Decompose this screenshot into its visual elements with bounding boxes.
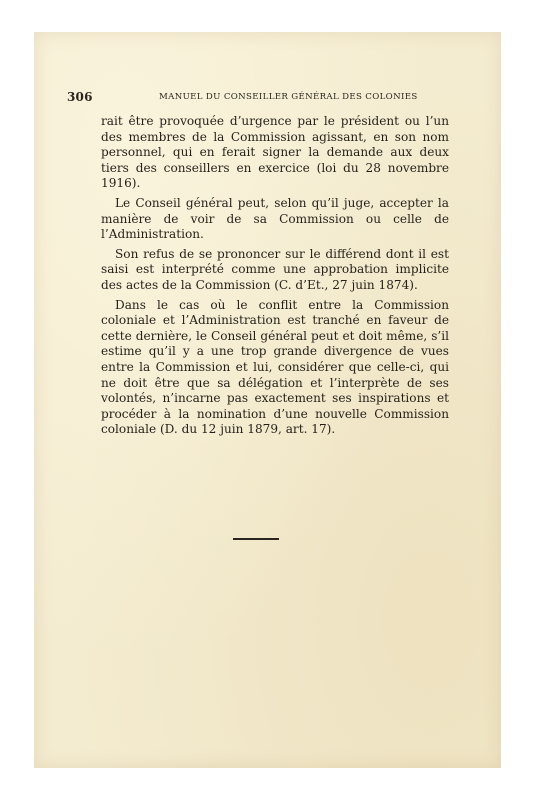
body-text [101, 114, 449, 442]
paragraph-continuation: rait être provoquée d’urgence par le président ou l’un des membres de la Commission agissant, en son nom personnel, qui en ferait signer la demande aux deux tiers des conseillers en exercice (loi du 28 novembre 1916). [101, 114, 449, 191]
running-head [67, 90, 447, 106]
running-title: MANUEL DU CONSEILLER GÉNÉRAL DES COLONIES [159, 92, 418, 102]
paragraph-conflit: Dans le cas où le conflit entre la Commission coloniale et l’Administration est tranché en faveur de cette dernière, le Conseil général peut et doit même, s’il estime qu’il y a une trop grande divergence de vues entre la Commission et lui, considérer que celle-ci, qui ne doit être que sa délégation et l’interprète de ses volontés, n’incarne pas exactement ses inspirations et procéder à la nomination d’une nouvelle Commission coloniale (D. du 12 juin 1879, art. 17). [101, 297, 449, 437]
paragraph-conseil-general: Le Conseil général peut, selon qu’il juge, accepter la manière de voir de sa Commission ou celle de l’Administration. [101, 195, 449, 242]
section-end-rule [233, 538, 279, 540]
page-number: 306 [67, 90, 93, 104]
paragraph-refus: Son refus de se prononcer sur le différend dont il est saisi est interprété comme une approbation implicite des actes de la Commission (C. d’Et., 27 juin 1874). [101, 246, 449, 292]
